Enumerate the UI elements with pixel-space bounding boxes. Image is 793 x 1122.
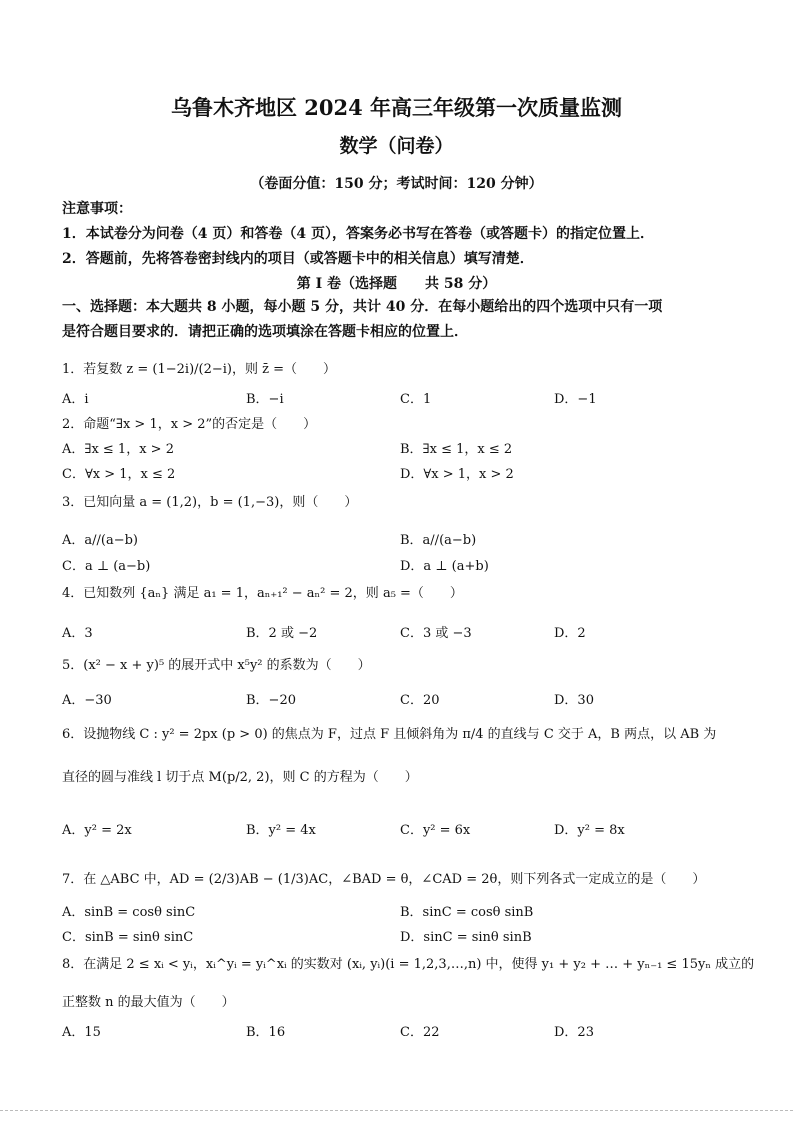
option-b: B．−20: [246, 693, 296, 708]
notes-item: 1．本试卷分为问卷（4 页）和答卷（4 页），答案务必书写在答卷（或答题卡）的指定位置上．: [62, 226, 654, 242]
exam-subtitle: 数学（问卷）: [339, 135, 454, 157]
exam-info: （卷面分值：150 分；考试时间：120 分钟）: [250, 176, 543, 192]
option-a: A．i: [62, 392, 89, 407]
question-stem: 正整数 n 的最大值为（ ）: [62, 995, 235, 1010]
option-a: A．3: [62, 626, 93, 641]
question-stem: 1．若复数 z = (1−2i)/(2−i)，则 z̄ =（ ）: [62, 362, 336, 377]
option-d: D．y² = 8x: [554, 823, 625, 838]
option-b: B．∃x ≤ 1，x ≤ 2: [400, 442, 513, 457]
section-instruction: 是符合题目要求的．请把正确的选项填涂在答题卡相应的位置上．: [62, 324, 468, 340]
option-c: C．sinB = sinθ sinC: [62, 930, 194, 945]
option-a: A．15: [62, 1025, 101, 1040]
option-d: D．−1: [554, 392, 597, 407]
question-stem: 4．已知数列 {aₙ} 满足 a₁ = 1，aₙ₊₁² − aₙ² = 2，则 a₅ =（ ）: [62, 586, 463, 601]
option-c: C．22: [400, 1025, 440, 1040]
question-stem: 8．在满足 2 ≤ xᵢ < yᵢ，xᵢ^yᵢ = yᵢ^xᵢ 的实数对 (xᵢ, yᵢ)(i = 1,2,3,…,n) 中，使得 y₁ + y₂ + … + yₙ₋₁ ≤ 15yₙ 成立的: [62, 957, 755, 972]
option-c: C．3 或 −3: [400, 626, 472, 641]
option-c: C．a ⊥ (a−b): [62, 559, 151, 574]
exam-title: 乌鲁木齐地区 2024 年高三年级第一次质量监测: [170, 95, 623, 120]
option-d: D．2: [554, 626, 586, 641]
option-d: D．a ⊥ (a+b): [400, 559, 489, 574]
question-stem: 3．已知向量 a = (1,2)，b = (1,−3)，则（ ）: [62, 495, 358, 510]
option-b: B．−i: [246, 392, 284, 407]
option-b: B．a//(a−b): [400, 533, 477, 548]
question-stem: 5．(x² − x + y)⁵ 的展开式中 x⁵y² 的系数为（ ）: [62, 658, 371, 673]
question-stem: 2．命题“∃x > 1，x > 2”的否定是（ ）: [62, 417, 317, 432]
question-stem: 7．在 △ABC 中，AD = (2/3)AB − (1/3)AC，∠BAD = θ，∠CAD = 2θ，则下列各式一定成立的是（ ）: [62, 872, 706, 887]
section-instruction: 一、选择题：本大题共 8 小题，每小题 5 分，共计 40 分．在每小题给出的四个选项中只有一项: [62, 299, 663, 315]
notes-item: 2．答题前，先将答卷密封线内的项目（或答题卡中的相关信息）填写清楚．: [62, 251, 534, 267]
option-d: D．∀x > 1，x > 2: [400, 467, 514, 482]
option-b: B．16: [246, 1025, 286, 1040]
option-d: D．sinC = sinθ sinB: [400, 930, 532, 945]
option-c: C．1: [400, 392, 432, 407]
option-d: D．23: [554, 1025, 594, 1040]
option-c: C．∀x > 1，x ≤ 2: [62, 467, 176, 482]
page-bottom-divider: [0, 1110, 793, 1111]
question-stem: 直径的圆与准线 l 切于点 M(p/2, 2)，则 C 的方程为（ ）: [62, 770, 418, 785]
question-stem: 6．设抛物线 C : y² = 2px (p > 0) 的焦点为 F，过点 F 且倾斜角为 π/4 的直线与 C 交于 A，B 两点，以 AB 为: [62, 727, 717, 742]
section-title: 第 I 卷（选择题 共 58 分）: [296, 276, 497, 292]
option-b: B．2 或 −2: [246, 626, 318, 641]
notes-heading: 注意事项：: [62, 201, 132, 217]
option-c: C．y² = 6x: [400, 823, 471, 838]
option-a: A．y² = 2x: [62, 823, 132, 838]
option-a: A．−30: [62, 693, 112, 708]
option-a: A．sinB = cosθ sinC: [62, 905, 196, 920]
option-a: A．a//(a−b): [62, 533, 139, 548]
option-b: B．y² = 4x: [246, 823, 316, 838]
option-a: A．∃x ≤ 1，x > 2: [62, 442, 174, 457]
option-b: B．sinC = cosθ sinB: [400, 905, 534, 920]
option-d: D．30: [554, 693, 594, 708]
option-c: C．20: [400, 693, 440, 708]
